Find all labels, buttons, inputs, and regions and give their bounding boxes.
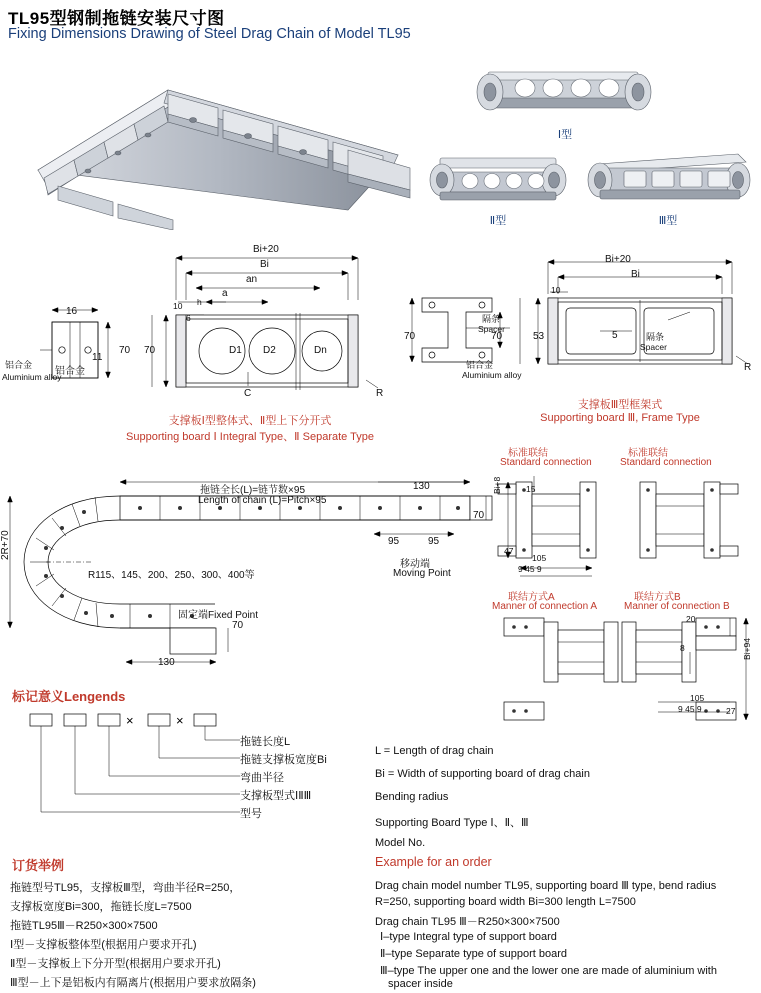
dim-bi-a: Bi — [260, 259, 269, 270]
dim-10-a: 10 — [173, 301, 183, 311]
dim-130-bottom: 130 — [158, 657, 175, 668]
label-aluminium-cn-b: 铝合金 — [466, 360, 494, 370]
legend-item-2-en: Bending radius — [375, 791, 449, 803]
order-en-0: Drag chain model number TL95, supporting board Ⅲ type, bend radius — [375, 880, 717, 892]
caption-board3-en: Supporting board Ⅲ, Frame Type — [540, 412, 700, 424]
radius-values: R115、145、200、250、300、400等 — [88, 570, 255, 581]
legend-diagram — [8, 706, 368, 846]
moving-point-cn: 移动端 — [400, 559, 430, 570]
order-en-4: Ⅱ–type Separate type of support board — [380, 948, 568, 960]
drawing-supporting-board-3 — [400, 250, 761, 420]
fixed-point-cn: 固定端 — [178, 610, 208, 621]
legend-item-3-en: Supporting Board Type Ⅰ、Ⅱ、Ⅲ — [375, 817, 529, 829]
drawing-manner-connection — [490, 612, 761, 732]
caption-board3-cn: 支撑板Ⅲ型框架式 — [577, 399, 663, 411]
dim-a: a — [222, 288, 228, 299]
dim-47: 47 — [504, 546, 514, 556]
order-en-2: Drag chain TL95 Ⅲ－R250×300×7500 — [375, 916, 560, 928]
order-en-5: Ⅲ–type The upper one and the lower one are made of aluminium with — [380, 965, 717, 977]
label-spacer2-cn-b: 隔条 — [646, 332, 665, 342]
label-aluminium-cn-a: 铝合金 — [55, 366, 85, 377]
dim-15: 15 — [526, 484, 536, 494]
dim-70-right: 70 — [473, 510, 485, 521]
dim-9-45-9-top: 9 45 9 — [518, 564, 542, 574]
dim-105-bottom: 105 — [690, 693, 705, 703]
dim-11: 11 — [92, 352, 103, 363]
label-spacer-cn-b: 隔条 — [482, 314, 501, 324]
dim-95-b: 95 — [428, 536, 440, 547]
dim-2r70: 2R+70 — [0, 530, 11, 560]
legend-item-0-en: L = Length of drag chain — [375, 745, 494, 757]
drawing-supporting-board-1-2 — [0, 240, 400, 420]
legend-item-1-cn: 拖链支撑板宽度Bi — [240, 754, 327, 766]
dim-20: 20 — [686, 614, 696, 624]
order-cn-4: Ⅱ型－支撑板上下分开型(根据用户要求开孔) — [10, 958, 221, 970]
legend-item-3-cn: 支撑板型式ⅠⅡⅢ — [240, 790, 312, 802]
label-r-a: R — [376, 388, 384, 399]
manner-b-cn: 联结方式B — [634, 592, 681, 603]
order-cn-2: 拖链TL95Ⅲ－R250×300×7500 — [10, 920, 158, 932]
dim-bi94: Bi+94 — [742, 638, 752, 660]
std-conn-left-cn: 标准联结 — [508, 448, 548, 459]
dim-27: 27 — [726, 706, 736, 716]
dim-10-b: 10 — [551, 285, 561, 295]
label-aluminium-en-b: Aluminium alloy — [462, 370, 522, 380]
photo-type2-label: Ⅱ型 — [489, 215, 507, 227]
order-cn-1: 支撑板宽度Bi=300，拖链长度L=7500 — [10, 901, 192, 913]
chain-length-cn: 拖链全长(L)=链节数×95 — [200, 485, 306, 496]
fixed-point-en: Fixed Point — [208, 610, 259, 621]
order-title-en: Example for an order — [375, 855, 492, 869]
dim-an: an — [246, 274, 258, 285]
dim-70-a-left: 70 — [119, 345, 131, 356]
order-cn-0: 拖链型号TL95，支撑板Ⅲ型，弯曲半径R=250， — [10, 882, 241, 894]
dim-bi-b: Bi — [631, 269, 640, 280]
photo-type3-label: Ⅲ型 — [658, 215, 678, 227]
label-r-b: R — [744, 362, 752, 373]
label-c: C — [244, 388, 252, 399]
dim-70-b-left: 70 — [404, 331, 416, 342]
caption-board12-en: Supporting board Ⅰ Integral Type、Ⅱ Separate Type — [126, 431, 374, 443]
order-en-3: Ⅰ–type Integral type of support board — [380, 931, 557, 943]
label-dn: Dn — [314, 345, 327, 356]
order-cn-5: Ⅲ型－上下是铝板内有隔离片(根据用户要求放隔条) — [10, 977, 256, 989]
legend-item-4-cn: 型号 — [240, 808, 262, 820]
dim-h: h — [197, 297, 202, 307]
photo-type1 — [470, 58, 660, 130]
label-spacer-en-b: Spacer — [478, 324, 505, 334]
moving-point-en: Moving Point — [393, 568, 451, 579]
order-cn-3: Ⅰ型－支撑板整体型(根据用户要求开孔) — [10, 939, 197, 951]
manner-b-en: Manner of connection B — [624, 601, 730, 612]
label-spacer2-en-b: Spacer — [640, 342, 667, 352]
dim-70-bottom: 70 — [232, 620, 244, 631]
order-en-6: spacer inside — [388, 978, 453, 990]
photo-type1-label: Ⅰ型 — [557, 129, 573, 141]
photo-drag-chain-assembly — [18, 50, 438, 230]
manner-a-cn: 联结方式A — [508, 592, 555, 603]
svg-text:×: × — [176, 713, 184, 728]
std-conn-right-en: Standard connection — [620, 457, 712, 468]
svg-text:×: × — [126, 713, 134, 728]
legend-item-4-en: Model No. — [375, 837, 426, 849]
order-title-cn: 订货举例 — [12, 858, 65, 873]
dim-6-a: 6 — [186, 313, 191, 323]
label-d1: D1 — [229, 345, 242, 356]
legend-title: 标记意义Lengends — [12, 689, 126, 704]
legend-item-0-cn: 拖链长度L — [240, 736, 291, 748]
fixed-point — [178, 606, 258, 621]
label-aluminium-cn-a2: 铝合金 — [5, 360, 33, 370]
dim-9-45-9-bottom: 9 45 9 — [678, 704, 702, 714]
dim-5-b: 5 — [612, 330, 618, 341]
dim-bi20-b: Bi+20 — [605, 254, 631, 265]
order-en-1: R=250, supporting board width Bi=300 length L=7500 — [375, 896, 636, 908]
dim-bi20-a: Bi+20 — [253, 244, 279, 255]
chain-length-en: Length of chain (L)=Pitch×95 — [198, 495, 327, 506]
manner-a-en: Manner of connection A — [492, 601, 598, 612]
label-aluminium-en-a: Aluminium alloy — [2, 372, 62, 382]
photo-type2 — [418, 148, 578, 214]
dim-130-top: 130 — [413, 481, 430, 492]
std-conn-left-en: Standard connection — [500, 457, 592, 468]
dim-95-a: 95 — [388, 536, 400, 547]
label-d2: D2 — [263, 345, 276, 356]
photo-type3 — [578, 142, 758, 214]
caption-board12-cn: 支撑板Ⅰ型整体式、Ⅱ型上下分开式 — [168, 415, 332, 427]
legend-item-1-en: Bi = Width of supporting board of drag chain — [375, 768, 590, 780]
legend-item-2-cn: 弯曲半径 — [240, 772, 284, 784]
dim-105-top: 105 — [532, 553, 547, 563]
page-title-cn: TL95型钢制拖链安装尺寸图 — [8, 9, 225, 28]
dim-8: 8 — [680, 643, 685, 653]
dim-70-a-in: 70 — [144, 345, 156, 356]
dim-53-b: 53 — [533, 331, 545, 342]
dim-70-b: 70 — [491, 331, 503, 342]
std-conn-right-cn: 标准联结 — [628, 448, 668, 459]
dim-16: 16 — [66, 306, 78, 317]
dim-bi8: Bi+8 — [492, 476, 502, 494]
page-title-en: Fixing Dimensions Drawing of Steel Drag Chain of Model TL95 — [8, 26, 411, 42]
